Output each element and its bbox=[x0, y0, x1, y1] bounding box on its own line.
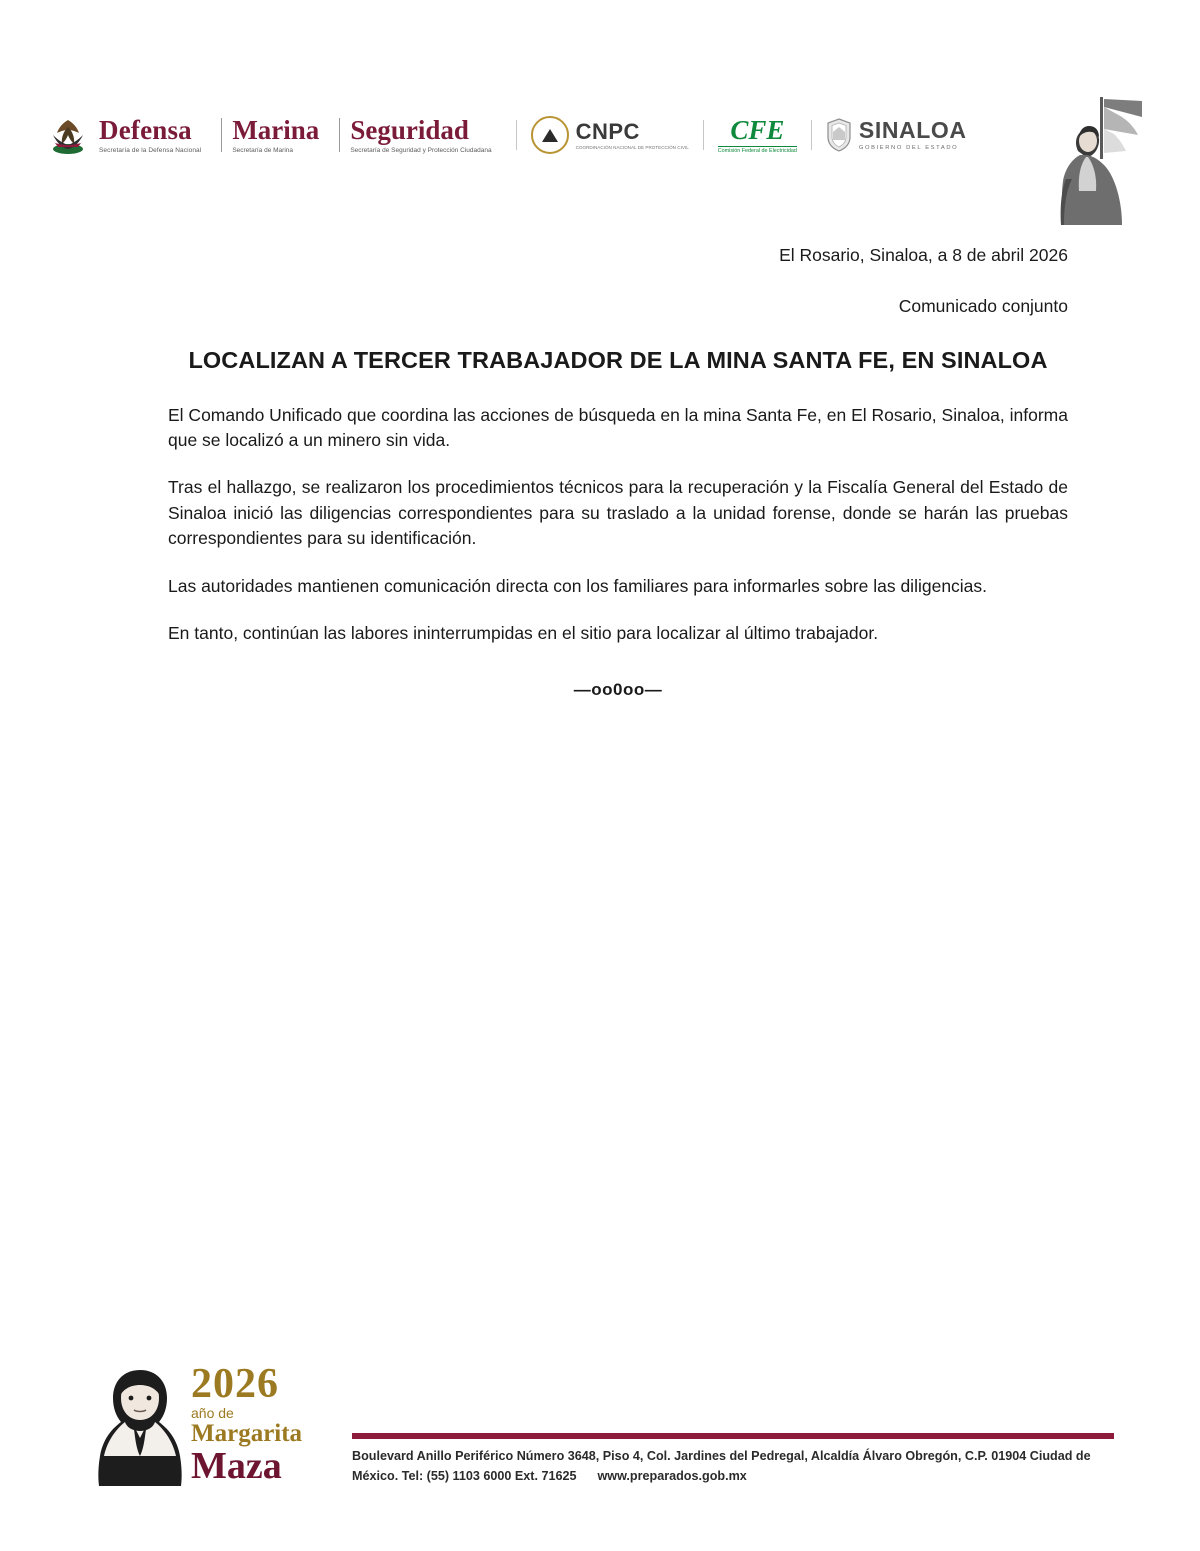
footer-year: 2026 bbox=[191, 1361, 279, 1407]
logo-defensa-name: Defensa bbox=[99, 114, 192, 145]
logo-divider-5 bbox=[811, 120, 812, 150]
paragraph-4: En tanto, continúan las labores ininterrumpidas en el sitio para localizar al último trabajador. bbox=[168, 622, 879, 643]
sinaloa-shield-icon bbox=[826, 118, 852, 152]
logo-sinaloa bbox=[826, 118, 967, 152]
logo-defensa bbox=[99, 114, 211, 154]
flag-bearer-illustration bbox=[1030, 95, 1148, 227]
end-of-release-mark: —oo0oo— bbox=[573, 680, 663, 700]
page-title: LOCALIZAN A TERCER TRABAJADOR DE LA MINA SANTA FE, EN SINALOA bbox=[188, 347, 1048, 373]
document-type: Comunicado conjunto bbox=[898, 296, 1068, 316]
logo-marina-subtitle: Secretaría de Marina bbox=[232, 146, 294, 154]
logo-divider-3 bbox=[516, 120, 517, 150]
footer-honoree-first: Margarita bbox=[191, 1420, 303, 1447]
logo-cfe-name: CFE bbox=[730, 114, 785, 145]
footer-website-link[interactable]: www.preparados.gob.mx bbox=[597, 1468, 747, 1483]
logo-cfe-subtitle: Comisión Federal de Electricidad bbox=[717, 147, 797, 154]
logo-divider-2 bbox=[339, 118, 340, 152]
paragraph-1: El Comando Unificado que coordina las acciones de búsqueda en la mina Santa Fe, en El Rosario, Sinaloa, informa que se localizó a un minero sin vida. bbox=[168, 404, 1068, 451]
logo-cnpc bbox=[531, 116, 689, 154]
paragraph-2: Tras el hallazgo, se realizaron los procedimientos técnicos para la recuperación y la Fiscalía General del Estado de Sinaloa inició las diligencias correspondientes para su traslado a la unidad forense, donde se harán las pruebas correspondientes para su identificación. bbox=[168, 477, 1068, 549]
logo-defensa-subtitle: Secretaría de la Defensa Nacional bbox=[99, 146, 202, 154]
paragraph-3: Las autoridades mantienen comunicación directa con los familiares para informarles sobre las diligencias. bbox=[168, 575, 988, 596]
logo-divider-4 bbox=[703, 120, 704, 150]
national-coat-of-arms-icon bbox=[45, 113, 91, 157]
document-header bbox=[0, 95, 1200, 225]
footer-address-line-2: México. Tel: (55) 1103 6000 Ext. 71625 bbox=[352, 1468, 577, 1483]
logo-divider-1 bbox=[221, 118, 222, 152]
logo-cfe bbox=[717, 114, 797, 154]
document-footer bbox=[0, 1361, 1200, 1511]
footer-address-line-1: Boulevard Anillo Periférico Número 3648, Piso 4, Col. Jardines del Pedregal, Alcaldía Álvaro Obregón, C.P. 01904 Ciudad de bbox=[352, 1449, 1091, 1463]
margarita-maza-emblem bbox=[95, 1361, 320, 1496]
document-body bbox=[168, 245, 1068, 700]
logo-seguridad-name: Seguridad bbox=[350, 114, 469, 145]
logo-sinaloa-subtitle: GOBIERNO DEL ESTADO bbox=[858, 145, 959, 151]
agency-logo-row bbox=[45, 113, 967, 157]
footer-rule bbox=[352, 1433, 1114, 1439]
margarita-maza-portrait-icon bbox=[95, 1364, 185, 1489]
logo-marina-name: Marina bbox=[232, 114, 320, 145]
civil-protection-seal-icon bbox=[531, 116, 569, 154]
logo-cnpc-subtitle: COORDINACIÓN NACIONAL DE PROTECCIÓN CIVIL bbox=[575, 144, 689, 150]
footer-address bbox=[352, 1447, 1122, 1486]
logo-seguridad-subtitle: Secretaría de Seguridad y Protección Ciudadana bbox=[350, 146, 492, 154]
footer-honoree-last: Maza bbox=[191, 1445, 282, 1488]
logo-sinaloa-name: SINALOA bbox=[858, 117, 967, 143]
logo-seguridad bbox=[350, 114, 501, 154]
place-and-date: El Rosario, Sinaloa, a 8 de abril 2026 bbox=[779, 245, 1068, 265]
logo-marina bbox=[232, 114, 329, 154]
logo-cnpc-name: CNPC bbox=[575, 118, 640, 144]
footer-year-caption: año de bbox=[191, 1405, 234, 1421]
